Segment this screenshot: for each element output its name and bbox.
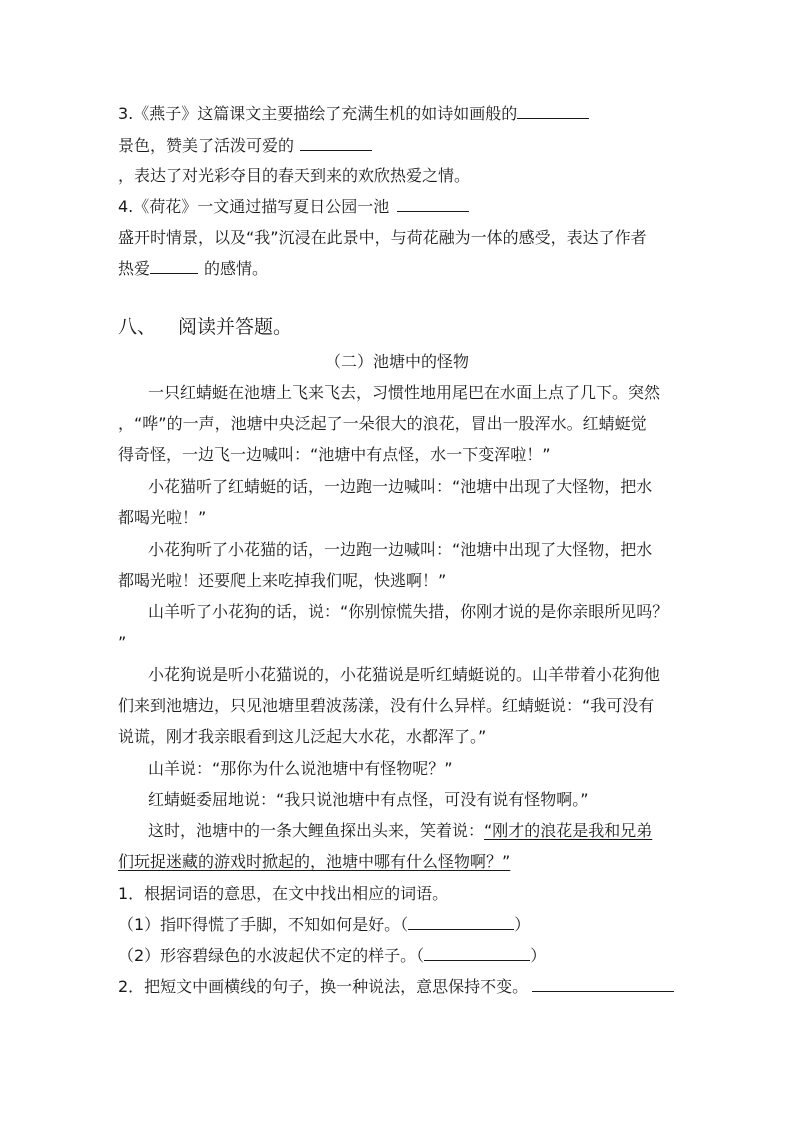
passage-line: 红蜻蜓委屈地说：“我只说池塘中有点怪，可没有说有怪物啊。” — [148, 790, 589, 809]
q4-line2: 盛开时情景，以及“我”沉浸在此景中，与荷花融为一体的感受，表达了作者 — [118, 228, 647, 247]
passage-title: （二）池塘中的怪物 — [324, 352, 469, 371]
q1-2-text: （2）形容碧绿色的水波起伏不定的样子。（ — [118, 946, 425, 965]
q4-text: 4.《荷花》一文通过描写夏日公园一池 — [118, 197, 390, 216]
q1-2-answer-blank[interactable] — [424, 946, 530, 961]
q4-line1 — [118, 197, 469, 217]
q3-blank-2[interactable] — [300, 136, 372, 151]
q4-blank-2[interactable] — [150, 259, 198, 274]
underlined-sentence-cont: 们玩捉迷藏的游戏时掀起的，池塘中哪有什么怪物啊？” — [118, 852, 511, 871]
passage-line: 得奇怪，一边飞一边喊叫：“池塘中有点怪，水一下变浑啦！” — [118, 445, 551, 464]
q4-blank-1[interactable] — [397, 197, 469, 212]
passage-line: 山羊说：“那你为什么说池塘中有怪物呢？” — [148, 759, 453, 778]
section-heading — [118, 315, 292, 339]
passage-line: 小花猫听了红蜻蜓的话，一边跑一边喊叫：“池塘中出现了大怪物，把水 — [148, 477, 653, 496]
question-1-2 — [118, 946, 546, 966]
q2-text: 2．把短文中画横线的句子，换一种说法，意思保持不变。 — [118, 977, 529, 996]
passage-line: 一只红蜻蜓在池塘上飞来飞去，习惯性地用尾巴在水面上点了几下。突然 — [148, 383, 661, 402]
passage-text: 这时，池塘中的一条大鲤鱼探出头来，笑着说： — [148, 821, 485, 840]
q3-text-2: 景色，赞美了活泼可爱的 — [118, 136, 295, 155]
passage-last-line-1 — [148, 821, 652, 841]
q3-line2 — [118, 136, 372, 156]
passage-line: 都喝光啦！” — [118, 508, 207, 527]
question-1-1 — [118, 915, 530, 935]
passage-line: 说谎，刚才我亲眼看到这儿泛起大水花，水都浑了。” — [118, 727, 487, 746]
q4-text-3b: 的感情。 — [204, 259, 269, 278]
q1-1-answer-blank[interactable] — [408, 915, 514, 930]
q4-text-3a: 热爱 — [118, 259, 151, 278]
passage-line: 山羊听了小花狗的话，说：“你别惊慌失措，你刚才说的是你亲眼所见吗？ — [148, 602, 669, 621]
q3-line3: ，表达了对光彩夺目的春天到来的欢欣热爱之情。 — [118, 166, 471, 185]
q3-blank-1[interactable] — [517, 104, 589, 119]
question-1: 1．根据词语的意思，在文中找出相应的词语。 — [118, 884, 449, 903]
close-paren: ） — [530, 946, 547, 965]
q3-line1 — [118, 104, 589, 124]
q1-1-text: （1）指吓得慌了手脚，不知如何是好。（ — [118, 915, 409, 934]
section-number: 八、 — [118, 316, 157, 338]
passage-line: ” — [118, 633, 127, 652]
q3-text: 3.《燕子》这篇课文主要描绘了充满生机的如诗如画般的 — [118, 104, 518, 123]
underlined-sentence: “刚才的浪花是我和兄弟 — [484, 821, 653, 840]
section-title: 阅读并答题。 — [178, 316, 293, 338]
passage-line: 们来到池塘边，只见池塘里碧波荡漾，没有什么异样。红蜻蜓说：“我可没有 — [118, 696, 655, 715]
passage-last-line-2 — [118, 852, 510, 872]
q2-answer-blank[interactable] — [532, 977, 674, 992]
passage-line: 都喝光啦！还要爬上来吃掉我们呢，快逃啊！” — [118, 571, 447, 590]
question-2 — [118, 977, 674, 997]
passage-line: ，“哗”的一声，池塘中央泛起了一朵很大的浪花，冒出一股浑水。红蜻蜓觉 — [118, 414, 647, 433]
passage-line: 小花狗听了小花猫的话，一边跑一边喊叫：“池塘中出现了大怪物，把水 — [148, 540, 653, 559]
q4-line3 — [118, 259, 268, 279]
close-paren: ） — [514, 915, 531, 934]
passage-line: 小花狗说是听小花猫说的，小花猫说是听红蜻蜓说的。山羊带着小花狗他 — [148, 665, 661, 684]
